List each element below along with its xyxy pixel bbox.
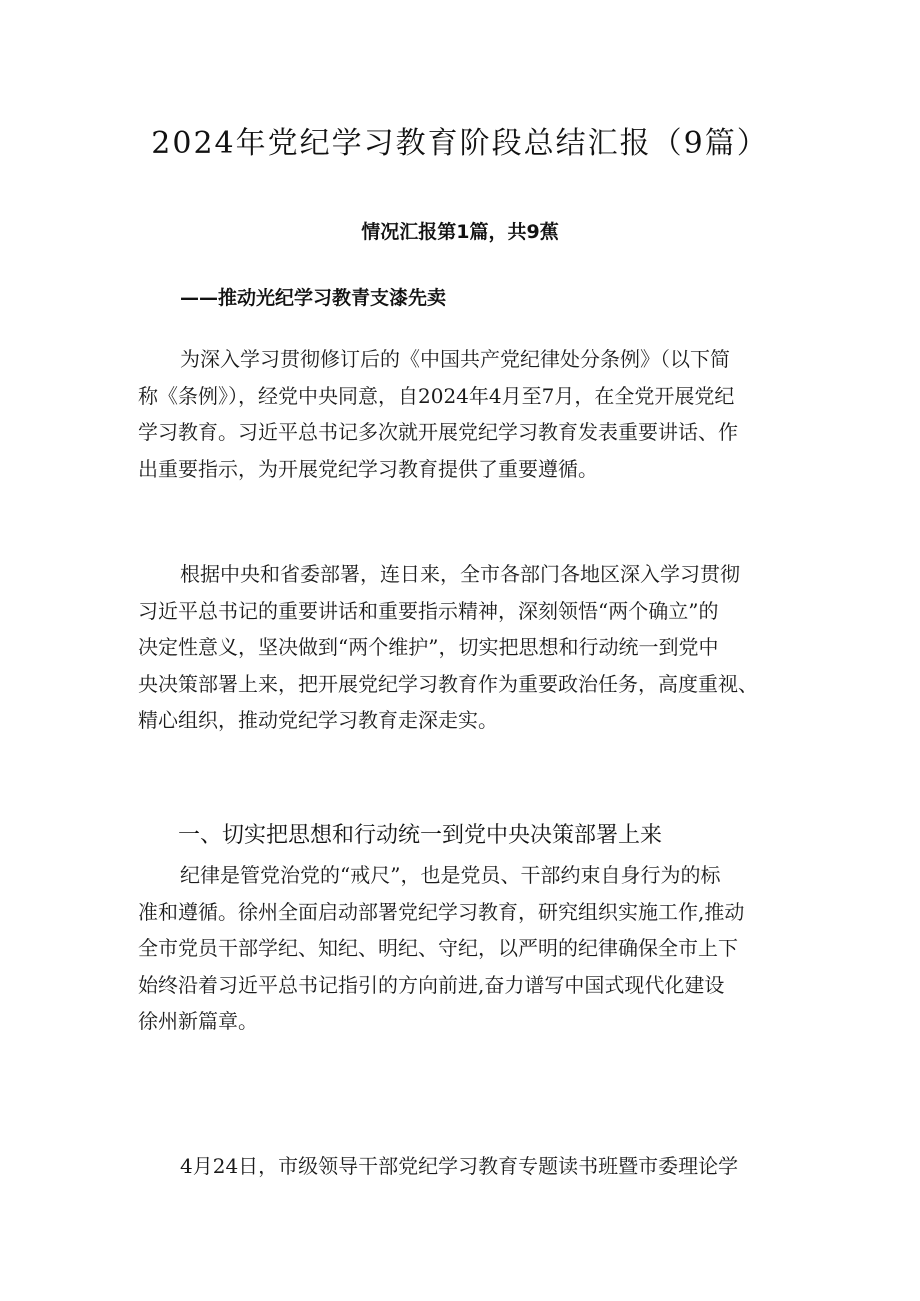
paragraph-line: 学习教育。习近平总书记多次就开展党纪学习教育发表重要讲话、作 [138, 420, 738, 444]
paragraph-line: 全市党员干部学纪、知纪、明纪、守纪，以严明的纪律确保全市上下 [138, 936, 738, 960]
paragraph-intro [138, 341, 798, 487]
paragraph-line: 根据中央和省委部署，连日来，全市各部门各地区深入学习贯彻 [180, 562, 740, 586]
paragraph-line: 纪律是管党治党的“戒尺”，也是党员、干部约束自身行为的标 [180, 863, 721, 887]
document-tagline: ——推动光纪学习教青支漆先卖 [180, 287, 447, 309]
paragraph-discipline [138, 857, 798, 1040]
paragraph-april [138, 1148, 798, 1185]
paragraph-line: 央决策部署上来，把开展党纪学习教育作为重要政治任务，高度重视、 [138, 671, 758, 696]
paragraph-line: 决定性意义，坚决做到“两个维护”，切实把思想和行动统一到党中 [138, 635, 719, 659]
document-subtitle: 情况汇报第1篇，共9蕉 [361, 221, 559, 243]
paragraph-deployment [138, 556, 798, 739]
paragraph-line: 始终沿着习近平总书记指引的方向前进,奋力谱写中国式现代化建设 [138, 972, 725, 997]
paragraph-line: 出重要指示，为开展党纪学习教育提供了重要遵循。 [138, 456, 598, 481]
paragraph-line: 准和遵循。徐州全面启动部署党纪学习教育，研究组织实施工作,推动 [138, 899, 745, 924]
paragraph-line: 精心组织，推动党纪学习教育走深走实。 [138, 708, 498, 732]
document-title: 2024年党纪学习教育阶段总结汇报（9篇） [151, 126, 769, 161]
paragraph-line: 4月24日，市级领导干部党纪学习教育专题读书班暨市委理论学 [180, 1154, 739, 1178]
paragraph-line: 为深入学习贯彻修订后的《中国共产党纪律处分条例》（以下简 [180, 347, 730, 371]
paragraph-line: 习近平总书记的重要讲话和重要指示精神，深刻领悟“两个确立”的 [138, 598, 719, 623]
paragraph-line: 徐州新篇章。 [138, 1009, 258, 1033]
section-heading-1: 一、切实把思想和行动统一到党中央决策部署上来 [178, 823, 663, 848]
paragraph-line: 称《条例》），经党中央同意，自2024年4月至7月，在全党开展党纪 [138, 383, 735, 408]
